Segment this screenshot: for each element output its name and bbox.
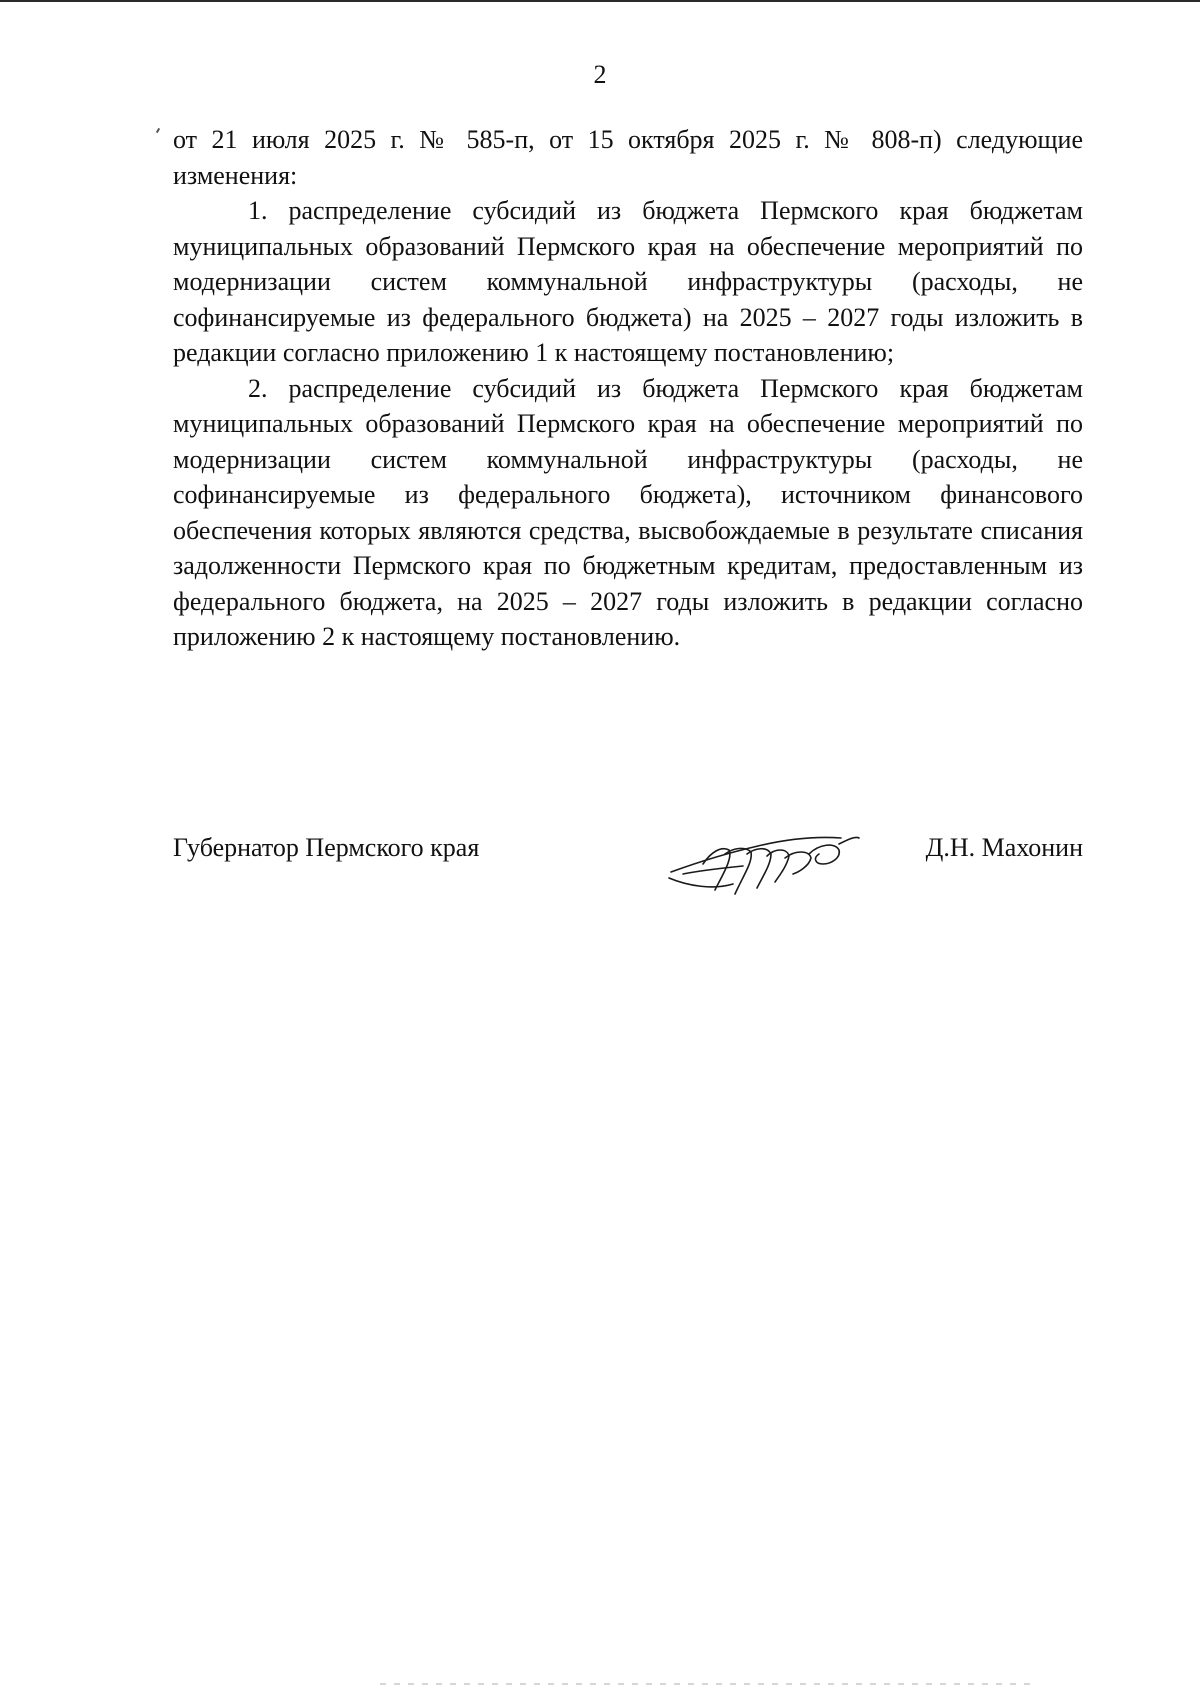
top-border-line (0, 0, 1200, 2)
signature-block (173, 830, 1083, 910)
scan-artifact-bottom (380, 1683, 1030, 1685)
signer-title: Губернатор Пермского края (173, 833, 480, 862)
scan-mark (156, 128, 160, 133)
paragraph-item-2: 2. распределение субсидий из бюджета Пермского края бюджетам муниципальных образований Пермского края на обеспечение мероприятий по модернизации систем коммунальной инфраструктуры (расходы, не софинансируемые из федерального бюджета), источником финансового обеспечения которых являются средства, высвобождаемые в результате списания задолженности Пермского края по бюджетным кредитам, предоставленным из федерального бюджета, на 2025 – 2027 годы изложить в редакции согласно приложению 2 к настоящему постановлению. (173, 373, 1083, 651)
paragraph-item-1: 1. распределение субсидий из бюджета Пермского края бюджетам муниципальных образований Пермского края на обеспечение мероприятий по модернизации систем коммунальной инфраструктуры (расходы, не софинансируемые из федерального бюджета) на 2025 – 2027 годы изложить в редакции согласно приложению 1 к настоящему постановлению; (173, 196, 1083, 367)
signer-name: Д.Н. Махонин (925, 833, 1083, 862)
handwritten-signature (663, 824, 863, 904)
page-number: 2 (593, 60, 607, 89)
paragraph-intro: от 21 июля 2025 г. № 585-п, от 15 октября 2025 г. № 808-п) следующие изменения: (173, 125, 1083, 190)
document-body (173, 122, 1083, 655)
